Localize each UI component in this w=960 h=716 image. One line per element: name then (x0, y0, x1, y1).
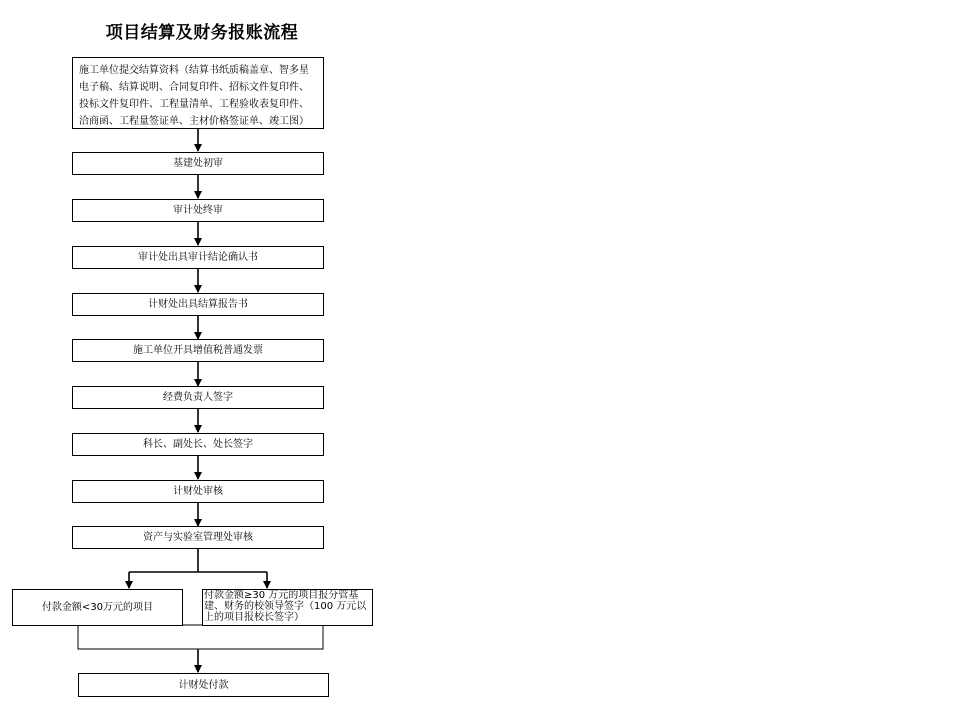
step-initial-review: 基建处初审 (72, 152, 324, 175)
step-final-review: 审计处终审 (72, 199, 324, 222)
step-payment: 计财处付款 (78, 673, 329, 697)
step-asset-lab-review: 资产与实验室管理处审核 (72, 526, 324, 549)
step-section-chiefs-sign: 科长、副处长、处长签字 (72, 433, 324, 456)
step-audit-conclusion: 审计处出具审计结论确认书 (72, 246, 324, 269)
step-submit-documents: 施工单位提交结算资料（结算书纸质稿盖章、智多星电子稿、结算说明、合同复印件、招标文件复印件、投标文件复印件、工程量清单、工程验收表复印件、洽商函、工程量签证单、主材价格签证单、竣工图） (72, 57, 324, 129)
page-title: 项目结算及财务报账流程 (105, 23, 299, 43)
step-budget-owner-sign: 经费负责人签字 (72, 386, 324, 409)
merge-box (78, 625, 323, 649)
branch-small-payment: 付款金额<30万元的项目 (12, 589, 183, 626)
step-invoice: 施工单位开具增值税普通发票 (72, 339, 324, 362)
step-finance-review: 计财处审核 (72, 480, 324, 503)
step-settlement-report: 计财处出具结算报告书 (72, 293, 324, 316)
branch-large-payment: 付款金额≥30 万元的项目报分管基建、财务的校领导签字（100 万元以上的项目报校长签字） (202, 589, 373, 626)
